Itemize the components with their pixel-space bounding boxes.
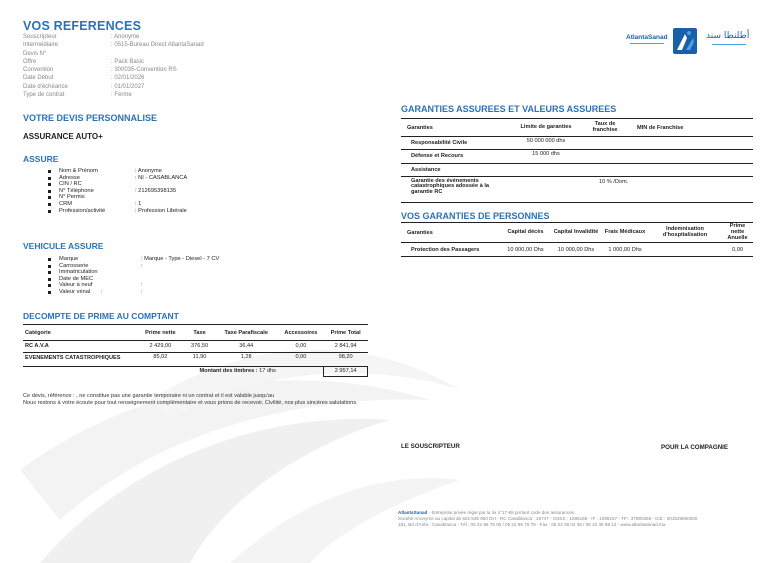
bullet-icon [48, 203, 51, 206]
item-label: Valeur vénal [59, 288, 91, 295]
garanties-cell [509, 176, 583, 202]
list-item [48, 282, 308, 289]
decompte-cell: 0,00 [295, 343, 307, 349]
decompte-top-rule [23, 324, 368, 325]
personnes-cell: 10 000,00 Dhs [557, 246, 595, 253]
garanties-header: Limite de garanties [520, 123, 572, 130]
decompte-cell: 376,50 [190, 343, 209, 349]
list-item [48, 289, 308, 296]
reference-value: : Anonyme [111, 34, 140, 40]
reference-value: : 02/01/2026 [111, 75, 145, 82]
bullet-icon [48, 177, 51, 180]
reference-value: : 0515-Bureau Direct AtlantaSanad [111, 42, 204, 49]
logo-latin-text: AtlantaSanad [626, 34, 668, 41]
list-item [48, 175, 278, 182]
item-value: : 212695398135 [135, 187, 177, 194]
item-label: Carrosserie [59, 262, 89, 269]
item-colon: : [101, 288, 103, 295]
decompte-title: DECOMPTE DE PRIME AU COMPTANT [23, 311, 179, 321]
bullet-icon [48, 278, 51, 281]
logo-arabic-underline [712, 44, 746, 45]
reference-row [23, 91, 283, 99]
table-row [23, 366, 368, 376]
decompte-header-row [23, 326, 368, 340]
reference-value: : 300035-Convention RS [111, 67, 177, 74]
item-value: : [141, 262, 143, 269]
decompte-cell: 36,44 [239, 343, 254, 349]
table-row [23, 352, 368, 366]
vehicule-title: VEHICULE ASSURE [23, 241, 104, 251]
reference-label: Type de contrat [23, 92, 65, 99]
atlantasanad-logo [626, 28, 751, 58]
garanties-cell [509, 163, 583, 176]
list-item [48, 269, 308, 276]
item-value: : Profession Libérale [135, 207, 187, 214]
bullet-icon [48, 284, 51, 287]
table-row [401, 243, 753, 257]
decompte-header: Prime Total [330, 329, 361, 336]
garanties-table [401, 120, 753, 203]
garanties-cell [627, 163, 753, 176]
garanties-cell: Assistance [411, 166, 441, 173]
reference-row [23, 33, 283, 41]
decompte-cell: 11,90 [192, 353, 207, 360]
item-value: : [141, 288, 143, 295]
bullet-icon [48, 210, 51, 213]
reference-label: Souscripteur [23, 34, 57, 40]
item-label: Valeur à neuf [59, 282, 93, 289]
list-item [48, 194, 278, 201]
list-item [48, 168, 278, 175]
item-label: N° Permis [59, 194, 85, 201]
item-label: Marque [59, 256, 79, 262]
timbres-label: Montant des timbres : [199, 368, 258, 375]
list-item [48, 263, 308, 270]
timbres-value: 17 dhs [259, 368, 276, 375]
personnes-header: Frais Médicaux [604, 228, 646, 235]
reference-label: Date Début [23, 75, 54, 82]
item-label: N° Téléphone [59, 187, 94, 194]
garanties-cell [583, 136, 627, 149]
personnes-header: Capital décès [507, 228, 544, 235]
garanties-cell: 50 000 000 dhs [526, 137, 566, 144]
reference-label: Offre [23, 58, 37, 65]
reference-row [23, 41, 283, 49]
garanties-cell: 10 % /Dom. [599, 178, 629, 185]
personnes-cell: 10 000,00 Dhs [507, 246, 544, 253]
bullet-icon [48, 291, 51, 294]
note-line: Nous restons à votre écoute pour tout renseignement complémentaire et vous prions de recevoir, Civilité, nos plus sincères salutations. [23, 399, 358, 406]
garanties-title: GARANTIES ASSUREES ET VALEURS ASSUREES [401, 104, 617, 114]
personnes-cell [648, 243, 722, 257]
decompte-cell: 98,20 [338, 353, 353, 360]
signature-souscripteur: LE SOUSCRIPTEUR [401, 443, 460, 450]
reference-label: Convention [23, 67, 54, 74]
bullet-icon [48, 271, 51, 274]
garanties-header: MIN de Franchise [637, 124, 684, 131]
personnes-title: VOS GARANTIES DE PERSONNES [401, 211, 550, 221]
item-label: CIN / RC [59, 181, 82, 188]
product-name: ASSURANCE AUTO+ [23, 132, 103, 141]
decompte-cell: 1,28 [240, 353, 252, 360]
table-row [401, 136, 753, 149]
assure-title: ASSURE [23, 154, 59, 164]
footer-line: Société Anonyme au capital de 602 836 950 DH - RC Casablanca : 16747 - CNSS : 1086169 - IF : 1066157 - TP : 37990358 - ICE : 001529660000 [398, 516, 698, 521]
personnes-header: Garanties [407, 229, 433, 236]
signature-compagnie: POUR LA COMPAGNIE [661, 444, 729, 451]
list-item [48, 256, 308, 263]
personnes-table [401, 223, 753, 257]
footer-line: 181, Bd d'Anfa - Casablanca - Tél : 05 22 95 78 00 / 05 22 95 76 76 - Fax : 05 22 36 04 36 / 05 22 36 98 12 - www.atlantasanad.ma [398, 522, 666, 527]
decompte-header: Prime nette [145, 329, 176, 336]
bullet-icon [48, 170, 51, 173]
timbres-cell [23, 366, 278, 376]
garanties-cell [583, 163, 627, 176]
personnes-cell: 1 000,00 Dhs [608, 246, 642, 253]
reference-label: Date d'échéance [23, 83, 68, 90]
garanties-cell [583, 149, 627, 163]
decompte-cell: 85,02 [153, 353, 168, 360]
garanties-cell [627, 149, 753, 163]
reference-value: : 01/01/2027 [111, 83, 145, 90]
item-label: Profession/activité [59, 207, 106, 214]
table-row [401, 163, 753, 176]
garanties-cell: Défense et Recours [411, 153, 464, 159]
reference-row [23, 74, 283, 82]
reference-row [23, 50, 283, 58]
garanties-header: Taux de franchise [592, 120, 618, 133]
personnes-header: Indemnisation d'hospitalisation [662, 225, 708, 238]
item-value: : NI - CASABLANCA [135, 174, 188, 181]
footer-line1-text: - Entreprise privée régie par la loi n°17-99 portant code des assurances. [427, 510, 576, 515]
garanties-cell: Responsabilité Civile [411, 139, 468, 146]
reference-label: Devis N° [23, 50, 47, 57]
garanties-cell: Garantie des événements catastrophiques adossée à la garantie RC [411, 177, 490, 196]
references-title: VOS REFERENCES [23, 19, 142, 33]
bullet-icon [48, 183, 51, 186]
note-line: Ce devis, référence : , ne constitue pas une garantie temporaire ni un contrat et il est valable jusqu'au [23, 393, 275, 399]
item-label: CRM [59, 200, 72, 207]
legal-footer [398, 510, 760, 528]
bullet-icon [48, 190, 51, 193]
list-item [48, 181, 278, 188]
personnes-cell: 0,00 [732, 246, 743, 253]
bullet-icon [48, 265, 51, 268]
item-value: : Anonyme [135, 168, 162, 174]
decompte-cell: EVENEMENTS CATASTROPHIQUES [25, 355, 121, 362]
reference-label: Intermédiaire [23, 42, 59, 49]
item-value: : 1 [135, 200, 142, 207]
reference-row [23, 83, 283, 91]
table-row [401, 149, 753, 163]
item-label: Nom & Prénom [59, 168, 98, 174]
item-label: Immatriculation [59, 269, 98, 276]
decompte-cell: 2 429,00 [149, 343, 172, 349]
garanties-top-rule [401, 118, 753, 119]
item-label: Date de MEC [59, 275, 94, 282]
footer-brand: AtlantaSanad [398, 510, 428, 515]
devis-note [23, 393, 373, 406]
personnes-header-row [401, 223, 753, 243]
list-item [48, 208, 278, 215]
reference-value: : Pack Basic [111, 58, 145, 65]
grand-total: 2 957,14 [324, 366, 368, 376]
table-row [401, 176, 753, 202]
decompte-header: Catégorie [25, 329, 51, 336]
garanties-header: Garanties [407, 124, 433, 131]
item-label: Adresse [59, 174, 80, 181]
logo-underline [630, 43, 664, 44]
reference-row [23, 58, 283, 66]
table-row [23, 340, 368, 352]
personnes-cell: Protection des Passagers [411, 246, 480, 253]
logo-arabic-text: أطلنطا سند [706, 31, 750, 41]
decompte-header: Accessoires [284, 329, 318, 336]
list-item [48, 188, 278, 195]
bullet-icon [48, 196, 51, 199]
decompte-table [23, 326, 368, 377]
item-value: : [141, 282, 143, 289]
decompte-cell: 0,00 [295, 353, 307, 360]
reference-value: : Ferme [111, 92, 132, 99]
list-item [48, 201, 278, 208]
empty-cell [278, 366, 324, 376]
devis-title: VOTRE DEVIS PERSONNALISE [23, 113, 158, 123]
list-item [48, 276, 308, 283]
reference-row [23, 66, 283, 74]
decompte-header: Taxe Parafiscale [224, 329, 268, 336]
garanties-cell: 15 000 dhs [532, 150, 560, 157]
item-value: : Marque - Type - Diesel - 7 CV [141, 256, 220, 262]
decompte-cell: 2 841,94 [334, 343, 357, 349]
personnes-header: Prime nette Anuelle [727, 223, 748, 241]
vehicule-list [48, 256, 308, 296]
logo-emblem-icon [673, 28, 697, 54]
bullet-icon [48, 258, 51, 261]
garanties-cell [627, 136, 753, 149]
garanties-header-row [401, 120, 753, 136]
decompte-header: Taxe [193, 329, 206, 336]
assure-list [48, 168, 278, 214]
decompte-cell: RC A.V.A [25, 343, 49, 349]
personnes-header: Capital Invalidité [553, 228, 599, 235]
references-list [23, 33, 283, 99]
